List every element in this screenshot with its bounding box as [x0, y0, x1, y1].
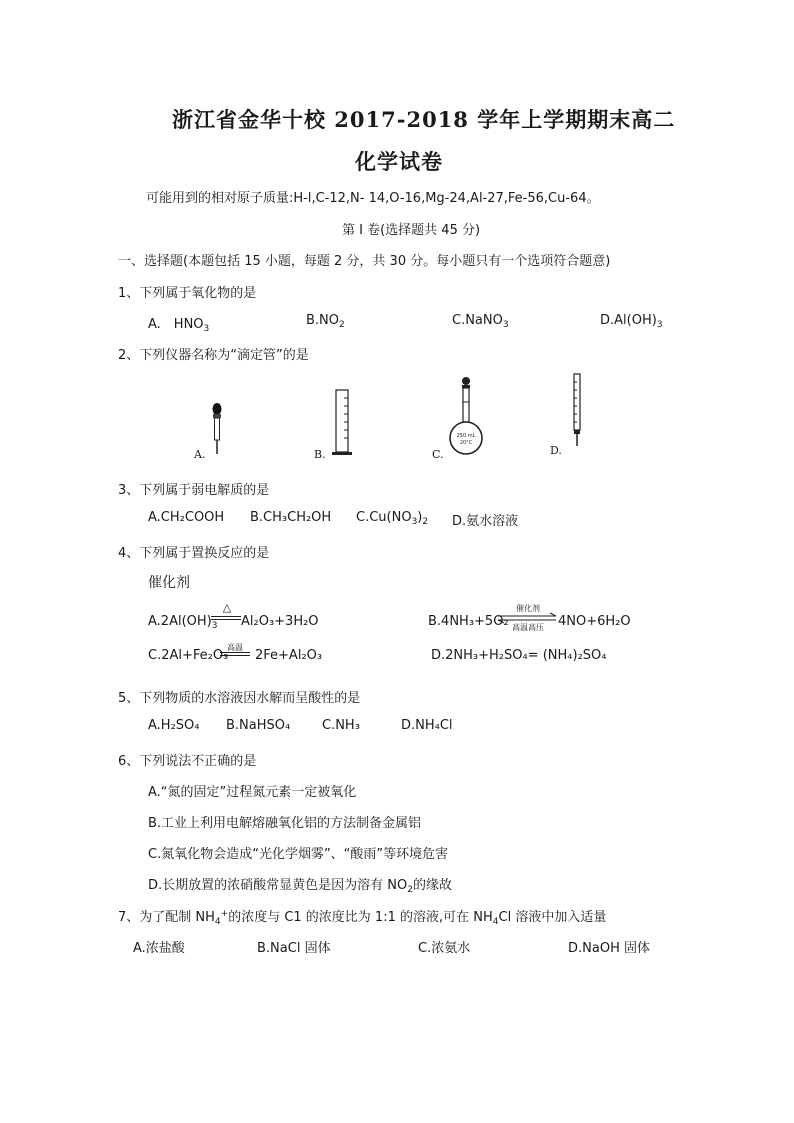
question-3-option-b: B.CH₃CH₂OH [250, 510, 332, 525]
question-4-option-a-reactants: $A.2Al(OH)_3$ [148, 614, 218, 631]
equal-line-bottom [211, 619, 241, 620]
question-4-stem: 4、下列属于置换反应的是 [118, 546, 270, 561]
graduated-cylinder-figure [330, 388, 360, 464]
high-temp-pressure-condition: 高温高压 [512, 623, 544, 632]
figure-label-d: D. [550, 444, 562, 457]
volumetric-flask-figure [446, 376, 486, 458]
question-7-option-c: C.浓氨水 [418, 941, 471, 956]
question-1-option-b: $B.NO_2$ [306, 313, 345, 330]
burette-figure [568, 372, 588, 454]
question-6-option-a: A.“氮的固定”过程氮元素一定被氧化 [148, 785, 357, 800]
question-5-stem: 5、下列物质的水溶液因水解而呈酸性的是 [118, 691, 361, 706]
equal-line-top [211, 616, 241, 617]
question-3-option-d: D.氨水溶液 [452, 514, 519, 529]
question-6-option-c: C.氮氧化物会造成“光化学烟雾”、“酸雨”等环境危害 [148, 847, 449, 862]
question-4-option-d: D.2NH₃+H₂SO₄= (NH₄)₂SO₄ [431, 648, 607, 663]
question-4-option-b-products: 4NO+6H₂O [558, 614, 631, 629]
question-7-stem: 7、为了配制 $NH_4^+$的浓度与 C1 的浓度比为 1:1 的溶液,可在 $NH_4Cl$ 溶液中加入适量 [118, 909, 607, 927]
question-1-option-d: $D.Al(OH)_3$ [600, 313, 663, 330]
question-4-option-c-reactants: C.2Al+Fe₂O₃ [148, 648, 229, 663]
question-5-option-d: D.NH₄Cl [401, 718, 453, 733]
question-5-option-b: B.NaHSO₄ [226, 718, 291, 733]
question-5-option-a: A.H₂SO₄ [148, 718, 200, 733]
c-equal-line-bottom [220, 655, 250, 656]
question-6-option-b: B.工业上利用电解熔融氧化铝的方法制备金属铝 [148, 816, 422, 831]
catalyst-condition: 催化剂 [516, 604, 540, 613]
figure-label-c: C. [432, 448, 444, 461]
flask-capacity-text: 250 mL [456, 433, 476, 439]
question-1-option-c: C.NaNO$_3$ [452, 313, 509, 330]
catalyst-note: 催化剂 [148, 575, 190, 591]
flask-temperature-text: 20°C [459, 440, 473, 446]
figure-label-b: B. [314, 448, 326, 461]
high-temp-condition: 高温 [227, 643, 243, 652]
question-7-option-d: D.NaOH 固体 [568, 941, 650, 956]
question-3-stem: 3、下列属于弱电解质的是 [118, 483, 270, 498]
question-6-option-d: D.长期放置的浓硝酸常显黄色是因为溶有 $NO_2$的缘故 [148, 878, 452, 895]
exam-title: 浙江省金华十校 2017-2018 学年上学期期末高二 [172, 107, 676, 132]
question-5-option-c: C.NH₃ [322, 718, 360, 733]
exam-subtitle: 化学试卷 [355, 149, 443, 174]
question-7-option-b: B.NaCl 固体 [257, 941, 331, 956]
atomic-mass-note: 可能用到的相对原子质量:H-l,C-12,N- 14,O-16,Mg-24,Al-27,Fe-56,Cu-64。 [146, 191, 600, 206]
question-4-option-a-products: Al₂O₃+3H₂O [241, 614, 319, 629]
question-1-option-a: A. $HNO_3$ [148, 317, 210, 334]
question-6-stem: 6、下列说法不正确的是 [118, 754, 257, 769]
section-header: 一、选择题(本题包括 15 小题，每题 2 分，共 30 分。每小题只有一个选项符合题意) [118, 254, 611, 269]
question-3-option-c: $C.Cu(NO_3)_2$ [356, 510, 429, 527]
figure-label-a: A. [194, 448, 206, 461]
question-4-option-b-reactants: B.4NH₃+5O₂ [428, 614, 509, 629]
part-header: 第 I 卷(选择题共 45 分) [342, 223, 481, 238]
dropper-figure [208, 402, 238, 462]
question-3-option-a: A.CH₂COOH [148, 510, 225, 525]
question-2-stem: 2、下列仪器名称为“滴定管”的是 [118, 348, 309, 363]
heat-condition: △ [222, 601, 232, 614]
c-equal-line-top [220, 652, 250, 653]
question-1-stem: 1、下列属于氧化物的是 [118, 286, 257, 301]
question-4-option-c-products: 2Fe+Al₂O₃ [255, 648, 323, 663]
question-7-option-a: A.浓盐酸 [133, 941, 185, 956]
